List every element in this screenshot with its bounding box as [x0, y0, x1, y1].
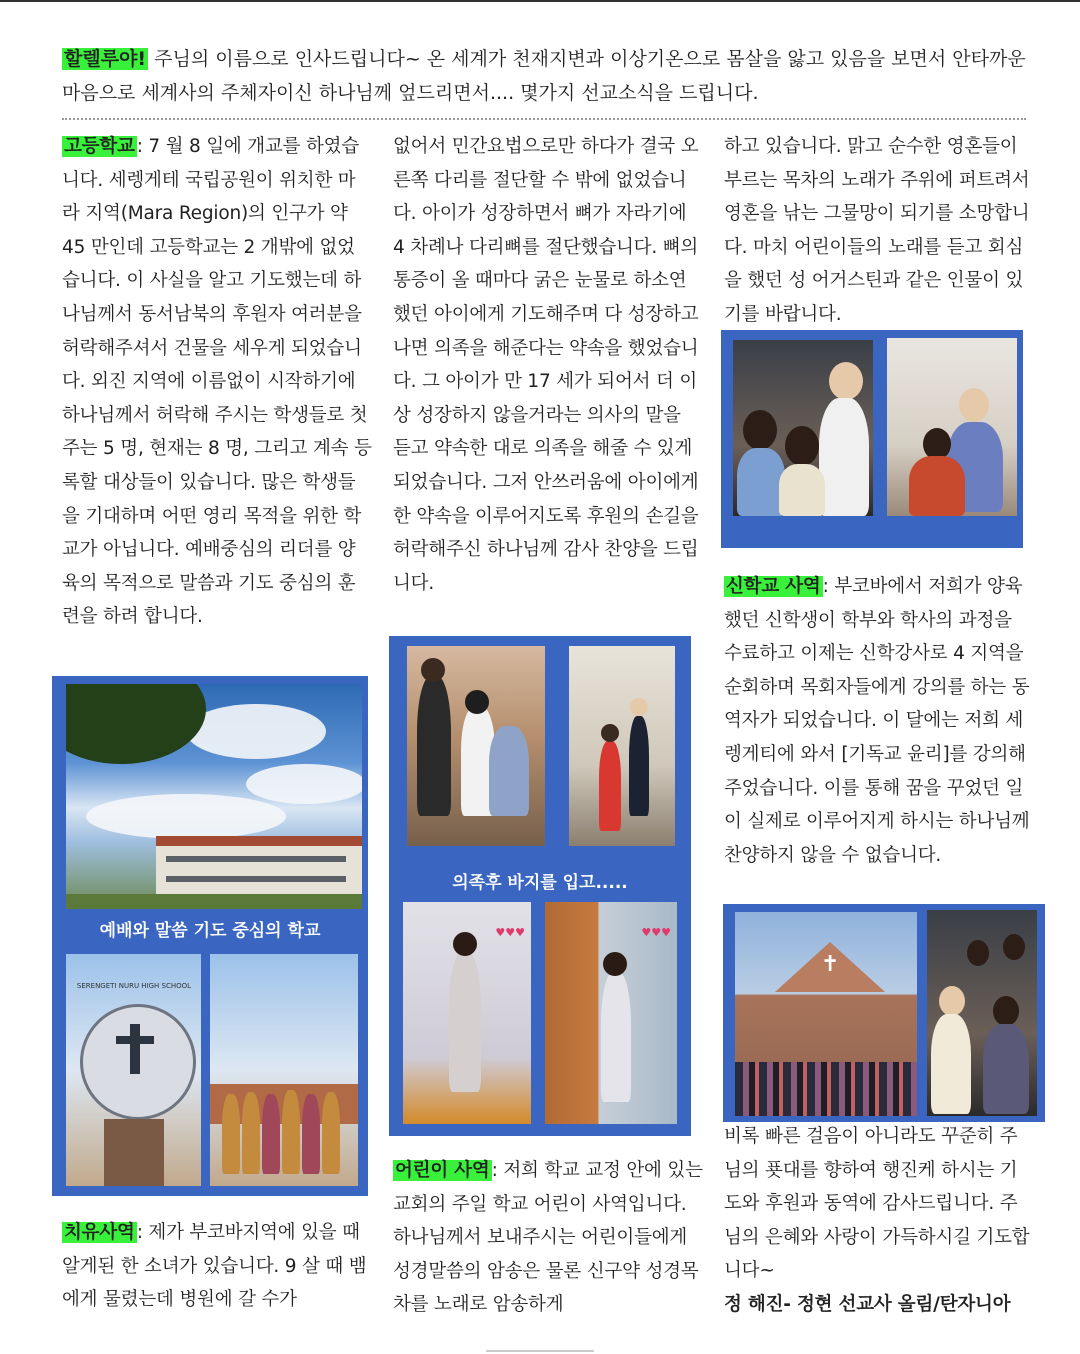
- page-indicator: [486, 1350, 594, 1352]
- children-photo-panel: [721, 330, 1023, 548]
- pastor-child-photo: [887, 338, 1017, 516]
- healing-text: : 제가 부코바지역에 있을 때 알게된 한 소녀가 있습니다. 9 살 때 뱀에게 물렸는데 병원에 갈 수가: [62, 1222, 367, 1311]
- school-building-photo: [66, 684, 362, 909]
- school-crest-photo: [66, 954, 201, 1186]
- healing-continued: 없어서 민간요법으로만 하다가 결국 오른쪽 다리를 절단할 수 밖에 없었습니다. 아이가 성장하면서 뼈가 자라기에 4 차례나 다리뼈를 절단했습니다. 뼈의 통증이 올 때마다 굵은 눈물로 하소연했던 아이에게 기도해주며 다 성장하고 나면 의족을 해준다는 약속을 했었습니다. 그 아이가 만 17 세가 되어서 더 이상 성장하지 않을거라는 의사의 말을 듣고 약속한 대로 의족을 해줄 수 있게 되었습니다. 그저 안쓰러움에 아이에게 한 약속을 이루어지도록 후원의 손길을 허락해주신 하나님께 감사 찬양을 드립니다.: [393, 136, 699, 594]
- column-1: [62, 130, 372, 634]
- crest-text: SERENGETI NURU HIGH SCHOOL: [76, 982, 192, 990]
- high-school-paragraph: [62, 130, 372, 634]
- children-continued: 하고 있습니다. 맑고 순수한 영혼들이 부르는 목차의 노래가 주위에 퍼트려서 영혼을 낚는 그물망이 되기를 소망합니다. 마치 어린이들의 노래를 듣고 회심을 했던 성 어거스틴과 같은 인물이 있기를 바랍니다.: [724, 136, 1030, 325]
- seminary-paragraph: [724, 570, 1034, 872]
- seminary-team-photo: [927, 910, 1037, 1116]
- students-photo: [210, 954, 358, 1186]
- healing-start: [62, 1216, 372, 1317]
- children-paragraph: [393, 1154, 703, 1322]
- closing-text: 비록 빠른 걸음이 아니라도 꾸준히 주님의 푯대를 향하여 행진케 하시는 기도와 후원과 동역에 감사드립니다. 주님의 은혜와 사랑이 가득하시길 기도합니다~: [724, 1126, 1030, 1282]
- church-group-photo: [735, 912, 917, 1116]
- healing-paragraph: [62, 1216, 372, 1317]
- girl-standing-photo-1: [403, 902, 531, 1124]
- seminary-heading: 신학교 사역: [726, 576, 821, 597]
- column-2: [393, 130, 703, 600]
- church-cross-icon: ✝: [821, 952, 840, 977]
- children-start: [393, 1154, 703, 1322]
- girl-prosthetic-photo: [569, 646, 675, 846]
- dotted-divider: [62, 118, 1026, 120]
- school-photo-caption: 예배와 말씀 기도 중심의 학교: [99, 921, 321, 941]
- signature: 정 해진- 정현 선교사 올림/탄자니아: [724, 1293, 1011, 1315]
- children-group-photo: [733, 340, 873, 516]
- hearts-icon: ♥♥♥: [495, 926, 525, 939]
- closing-section: [724, 1120, 1034, 1322]
- children-heading: 어린이 사역: [395, 1160, 490, 1181]
- top-border: [0, 0, 1080, 2]
- hearts-icon: ♥♥♥: [641, 926, 671, 939]
- children-text: : 저희 학교 교정 안에 있는 교회의 주일 학교 어린이 사역입니다. 하나님께서 보내주시는 어린이들에게 성경말씀의 암송은 물론 신구약 성경목차를 노래로 암송하게: [393, 1160, 703, 1316]
- seminary-section: [724, 570, 1034, 872]
- seminary-text: : 부코바에서 저희가 양육했던 신학생이 학부와 학사의 과정을 수료하고 이제는 신학강사로 4 지역을 순회하며 목회자들에게 강의를 하는 동역자가 되었습니다. 이 달에는 저희 세렝게티에 와서 [기독교 윤리]를 강의해 주었습니다. 이를 통해 꿈을 꾸었던 일이 실제로 이루어지게 하시는 하나님께 찬양하지 않을 수 없습니다.: [724, 576, 1030, 866]
- intro-text: 주님의 이름으로 인사드립니다~ 온 세계가 천재지변과 이상기온으로 몸살을 앓고 있음을 보면서 안타까운 마음으로 세계사의 주체자이신 하나님께 엎드리면서.... 몇가지 선교소식을 드립니다.: [62, 48, 1026, 104]
- intro-paragraph: [62, 42, 1037, 110]
- girl-prayer-photo: [407, 646, 545, 846]
- healing-photo-caption: 의족후 바지를 입고.....: [452, 873, 628, 893]
- healing-photo-panel: [389, 636, 691, 1136]
- seminary-photo-panel: [723, 904, 1045, 1122]
- intro-highlight: 할렐루야!: [64, 48, 147, 70]
- high-school-heading: 고등학교: [64, 136, 135, 157]
- school-photo-panel: [52, 676, 368, 1196]
- girl-standing-photo-2: [545, 902, 677, 1124]
- healing-heading: 치유사역: [64, 1222, 135, 1243]
- column-3: [724, 130, 1034, 332]
- high-school-text: : 7 월 8 일에 개교를 하였습니다. 세렝게테 국립공원이 위치한 마라 지역(Mara Region)의 인구가 약 45 만인데 고등학교는 2 개밖에 없었습니다. 이 사실을 알고 기도했는데 하나님께서 동서남북의 후원자 여러분을 허락해주셔서 건물을 세우게 되었습니다. 외진 지역에 이름없이 시작하기에 하나님께서 허락해 주시는 학생들로 첫주는 5 명, 현재는 8 명, 그리고 계속 등록할 대상들이 있습니다. 많은 학생들을 기대하며 어떤 영리 목적을 위한 학교가 아닙니다. 예배중심의 리더를 양육의 목적으로 말씀과 기도 중심의 훈련을 하려 합니다.: [62, 136, 372, 628]
